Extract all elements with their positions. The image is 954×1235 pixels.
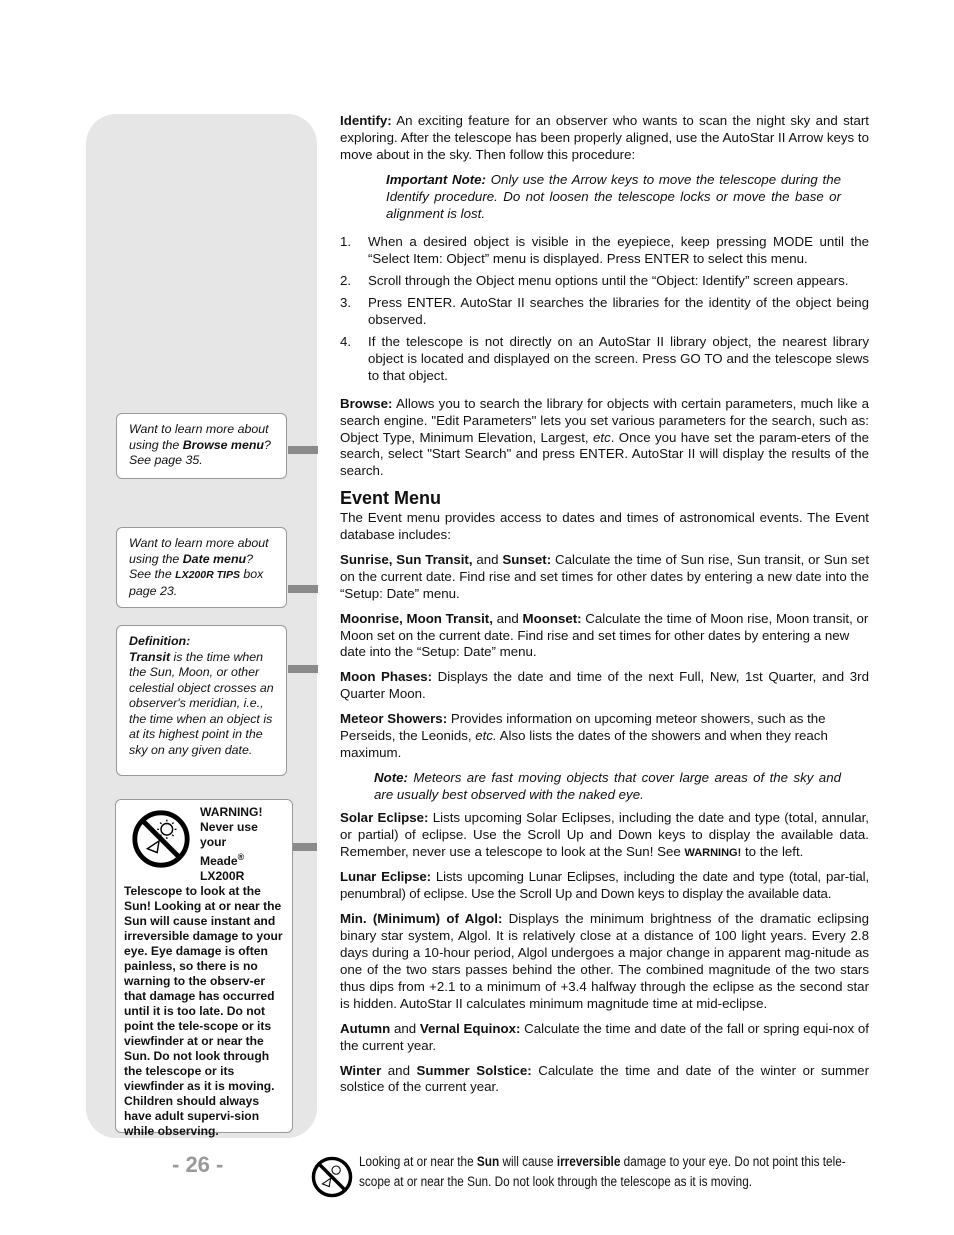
browse-paragraph: Browse: Allows you to search the library for objects with certain parameters, much like a search engine. "Edit Parameters" lets you set various parameters for the search, such as: Object Type, Minimum Elevation, Largest, etc. Once you have set the param-eters of the search, select "Start Search" and press ENTER. AutoStar II will display the results of the search.: [340, 395, 869, 479]
no-sun-warning-icon: [310, 1155, 354, 1199]
moonrise-paragraph: Moonrise, Moon Transit, and Moonset: Calculate the time of Moon rise, Moon transit, or Moon set on the current date. Find rise and set times for other dates by entering a new date into the “Setup: Date” menu.: [340, 610, 869, 660]
warning-tab: [293, 843, 317, 851]
event-menu-heading: Event Menu: [340, 488, 442, 509]
list-item: 3. Press ENTER. AutoStar II searches the libraries for the identity of the object being observed.: [340, 295, 869, 328]
warning-body: Telescope to look at the Sun! Looking at or near the Sun will cause instant and irreversible damage to your eye. Eye damage is often painless, so there is no warning to the observ-er that damage has occurred until it is too late. Do not point the tele-scope or its viewfinder at or near the Sun. Do not look through the telescope or its viewfinder as it is moving. Children should always have adult supervi-sion while observing.: [124, 884, 283, 1139]
list-item: 1. When a desired object is visible in the eyepiece, keep pressing MODE until the “Select Item: Object” menu is displayed. Press ENTER to select this menu.: [340, 234, 869, 267]
moon-phases-paragraph: Moon Phases: Displays the date and time of the next Full, New, 1st Quarter, and 3rd Quarter Moon.: [340, 669, 869, 702]
list-item: 2. Scroll through the Object menu options until the “Object: Identify” screen appears.: [340, 273, 849, 289]
transit-definition: Definition: Transit is the time when the Sun, Moon, or other celestial object crosses an observer's meridian, i.e., the time when an object is at its highest point in the sky on any given date.: [116, 625, 287, 776]
important-note: Important Note: Only use the Arrow keys to move the telescope during the Identify procedure. Do not loosen the telescope locks or move the base or alignment is lost.: [386, 171, 841, 221]
sunrise-paragraph: Sunrise, Sun Transit, and Sunset: Calculate the time of Sun rise, Sun transit, or Sun set on the current date. Find rise and set times for other dates by entering a new date into the “Setup: Date” menu.: [340, 551, 870, 601]
solar-eclipse-paragraph: Solar Eclipse: Lists upcoming Solar Eclipses, including the date and type (total, annular, or partial) of eclipse. Use the Scroll Up and Down keys to display the available data. Remember, never use a telescope to look at the Sun! See WARNING! to the left.: [340, 809, 869, 859]
date-menu-tip: Want to learn more about using the Date menu? See the LX200R TIPS box page 23.: [116, 527, 287, 608]
identify-paragraph: Identify: An exciting feature for an observer who wants to scan the night sky and start exploring. After the telescope has been properly aligned, use the AutoStar II Arrow keys to move about in the sky. Then follow this procedure:: [340, 113, 869, 162]
lunar-eclipse-paragraph: Lunar Eclipse: Lists upcoming Lunar Eclipses, including the date and type (total, par-tial, penumbral) of eclipse. Use the Scroll Up and Down keys to display the available data.: [340, 869, 870, 902]
meteor-note: Note: Meteors are fast moving objects that cover large areas of the sky and are usually best observed with the naked eye.: [374, 769, 841, 802]
browse-tip-tab: [288, 446, 318, 454]
event-intro: The Event menu provides access to dates and times of astronomical events. The Event database includes:: [340, 510, 869, 543]
identify-steps: [340, 234, 869, 384]
solstice-paragraph: Winter and Summer Solstice: Calculate the time and date of the winter or summer solstice of the current year.: [340, 1062, 870, 1095]
list-item: 4. If the telescope is not directly on an AutoStar II library object, the nearest library object is located and displayed on the screen. Press GO TO and the telescope slews to that object.: [340, 333, 869, 383]
page-number: - 26 -: [172, 1152, 224, 1177]
footer-warning: Looking at or near the Sun will cause irreversible damage to your eye. Do not point this tele- scope at or near the Sun. Do not look through the telescope as it is moving.: [310, 1152, 870, 1200]
date-tip-tab: [288, 585, 318, 593]
no-sun-warning-icon: [130, 808, 192, 870]
algol-paragraph: Min. (Minimum) of Algol: Displays the minimum brightness of the dramatic eclipsing binary star system, Algol. It is relatively close at a distance of 100 light years. Every 2.8 days during a 10-hour period, Algol undergoes a major change in apparent mag-nitude as one of the two stars passes behind the other. The combined magnitude of the two stars thus dips from +2.1 to a minimum of +3.4 halfway through the eclipse as the second star is hidden. AutoStar II calculates minimum magnitude time at mid-eclipse.: [340, 911, 869, 1011]
browse-menu-tip: Want to learn more about using the Browse menu? See page 35.: [116, 413, 287, 479]
definition-tab: [288, 665, 318, 673]
sun-warning-box: WARNING! Never use your Meade® LX200R Telescope to look at the Sun! Looking at or near the Sun will cause instant and irreversible damage to your eye. Eye damage is often painless, so there is no warning to the observ-er that damage has occurred until it is too late. Do not point the tele-scope or its viewfinder at or near the Sun. Do not look through the telescope or its viewfinder as it is moving. Children should always have adult supervi-sion while observing.: [115, 799, 293, 1133]
meteor-paragraph: Meteor Showers: Provides information on upcoming meteor showers, such as the Perseids, the Leonids, etc. Also lists the dates of the showers and when they reach maximum.: [340, 711, 828, 760]
main-content: [340, 113, 869, 1104]
equinox-paragraph: Autumn and Vernal Equinox: Calculate the time and date of the fall or spring equi-nox of the current year.: [340, 1020, 869, 1053]
